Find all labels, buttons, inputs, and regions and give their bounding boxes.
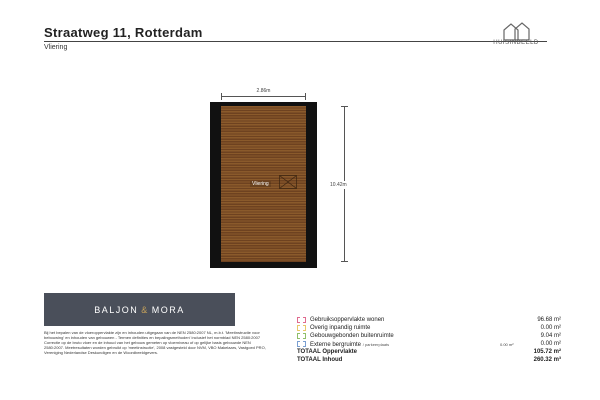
total-label: TOTAAL Oppervlakte [297,349,358,355]
legend-swatch [297,325,306,331]
logo-wordmark: HUISINBEELD [493,40,539,46]
total-label: TOTAAL Inhoud [297,357,343,363]
width-dimension-tick-right [305,93,306,100]
legend-swatch [297,333,306,339]
legend-swatch [297,317,306,323]
hatch-icon [279,175,297,189]
legend-swatch [297,341,306,347]
height-dimension-tick-top [341,106,348,107]
legend-label: Gebouwgebonden buitenruimte [310,333,394,339]
legend-extra-value: 0.00 m² [500,342,514,347]
floor-name: Vliering [44,44,68,51]
total-value: 260.32 m³ [533,357,561,363]
legend-label: Overig inpandig ruimte [310,325,371,331]
width-dimension-tick-left [221,93,222,100]
legend-extra: / parkeerplaats [362,342,390,347]
width-dimension-label: 2.86m [256,88,271,94]
legend-value: 0.00 m² [540,341,561,347]
height-dimension-tick-bottom [341,261,348,262]
width-dimension-line [221,96,306,97]
measurement-disclaimer: Bij het bepalen van de vloeroppervlakte zijn en inhouden uitgegaan van de NEN 2580:2007 NL, m.b.t. 'Meetinstructie voor bebouwing' en inhouden van gebouwen - Termen definities en bepalingsmethoden' inclusief het normblad NEN 2580:2007 Correctie op de bruto vloer en de inhoud van het gebouw gemeten op vloerniveau of op gelijke basis gebouwde NEN 2580:2007. Meetresultaten worden gebruikt op 'meetinstructie', 2008 vastgesteld door NVM, VBO Makelaars, Vastgoed PRO, Vereniging Nederlandse Deskundigen en de Woordbeeldgevers. [44,330,266,356]
page-title: Straatweg 11, Rotterdam [44,25,203,40]
legend-label: Externe bergruimte / parkeerplaats [310,342,390,348]
room-label: Vliering [252,181,269,187]
legend-value: 9.04 m² [540,333,561,339]
legend-value: 96.68 m² [537,317,561,323]
agency-name-right: MORA [151,304,185,315]
agency-ampersand: & [141,304,149,315]
agency-logo [44,293,235,326]
total-value: 105.72 m² [533,349,561,355]
legend-value: 0.00 m² [540,325,561,331]
height-dimension-label: 10.42m [330,182,347,188]
header-divider [44,41,547,42]
legend-label: Gebruiksoppervlakte wonen [310,317,385,323]
agency-name-left: BALJON [94,304,139,315]
